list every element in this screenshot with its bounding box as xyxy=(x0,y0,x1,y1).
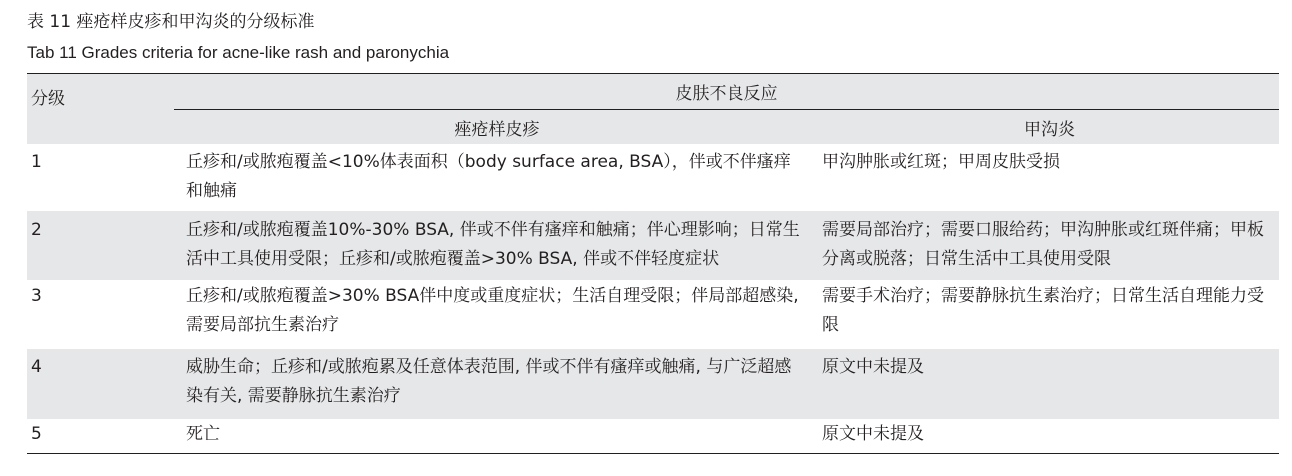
paronychia-cell: 需要手术治疗；需要静脉抗生素治疗；日常生活自理能力受限 xyxy=(822,286,1264,335)
table-row xyxy=(27,419,1279,454)
header-grade: 分级 xyxy=(31,89,65,109)
grades-criteria-table xyxy=(27,73,1279,454)
grade-cell: 4 xyxy=(31,357,42,377)
header-paronychia: 甲沟炎 xyxy=(1024,119,1075,140)
acne-cell: 威胁生命；丘疹和/或脓疱累及任意体表范围, 伴或不伴有瘙痒或触痛, 与广泛超感染有关, 需要静脉抗生素治疗 xyxy=(186,357,792,406)
table-header-row xyxy=(27,74,1279,110)
grade-cell: 5 xyxy=(31,424,42,444)
grade-cell: 1 xyxy=(31,152,42,172)
paronychia-cell: 原文中未提及 xyxy=(822,424,924,444)
paronychia-cell: 原文中未提及 xyxy=(822,357,924,377)
paronychia-cell: 需要局部治疗；需要口服给药；甲沟肿胀或红斑伴痛；甲板分离或脱落；日常生活中工具使用受限 xyxy=(822,220,1264,269)
acne-cell: 死亡 xyxy=(186,424,220,444)
header-acne-like-rash: 痤疮样皮疹 xyxy=(454,119,540,140)
table-row xyxy=(27,280,1279,349)
table-row xyxy=(27,349,1279,419)
table-caption-english: Tab 11 Grades criteria for acne-like rash and paronychia xyxy=(27,43,450,62)
acne-cell: 丘疹和/或脓疱覆盖>30% BSA伴中度或重度症状；生活自理受限；伴局部超感染, 需要局部抗生素治疗 xyxy=(186,286,799,335)
paronychia-cell: 甲沟肿胀或红斑；甲周皮肤受损 xyxy=(822,152,1060,172)
table-subheader-row xyxy=(27,110,1279,145)
table-row xyxy=(27,144,1279,211)
grade-cell: 3 xyxy=(31,286,42,306)
acne-cell: 丘疹和/或脓疱覆盖10%-30% BSA, 伴或不伴有瘙痒和触痛；伴心理影响；日常生活中工具使用受限；丘疹和/或脓疱覆盖>30% BSA, 伴或不伴轻度症状 xyxy=(186,220,800,269)
header-skin-adverse-reactions: 皮肤不良反应 xyxy=(174,74,1279,110)
grade-cell: 2 xyxy=(31,220,42,240)
acne-cell: 丘疹和/或脓疱覆盖<10%体表面积（body surface area, BSA），伴或不伴瘙痒和触痛 xyxy=(186,152,791,201)
table-row xyxy=(27,211,1279,280)
table-caption-chinese: 表 11 痤疮样皮疹和甲沟炎的分级标准 xyxy=(27,12,315,32)
